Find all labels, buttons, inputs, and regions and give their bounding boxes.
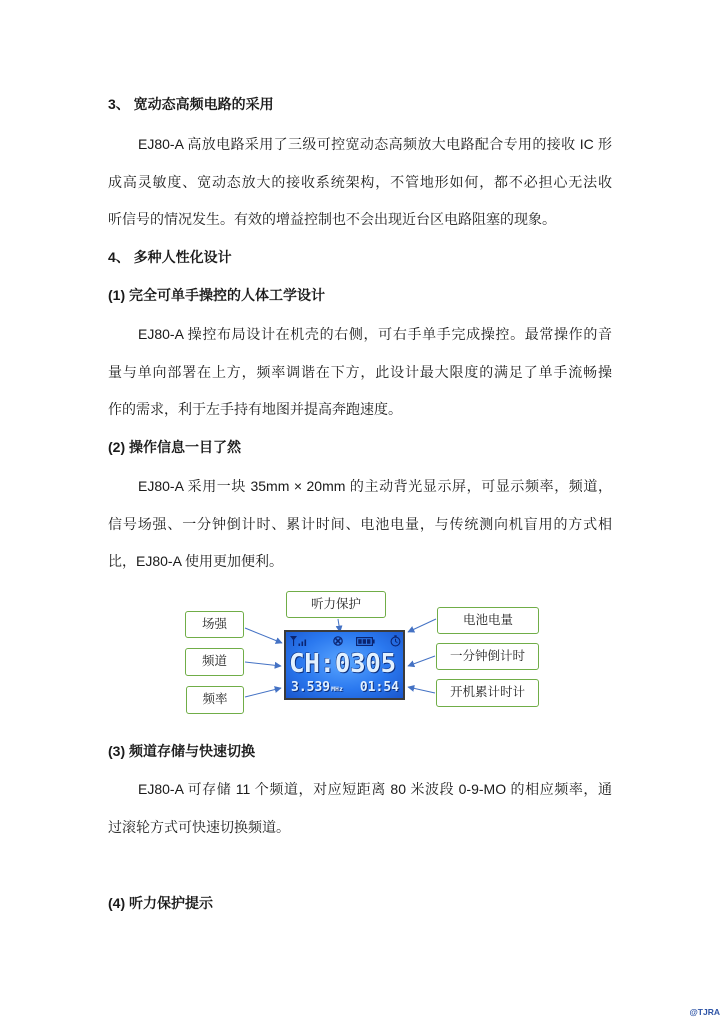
paragraph-line: EJ80-A 高放电路采用了三级可控宽动态高频放大电路配合专用的接收 IC 形 [138, 136, 612, 152]
callout-battery: 电池电量 [437, 607, 539, 634]
lcd-bottom-row [291, 680, 399, 697]
callout-countdown: 一分钟倒计时 [436, 643, 539, 670]
item-4-heading: (4) 听力保护提示 [108, 895, 213, 911]
timer-icon [390, 635, 401, 647]
section-4-heading: 4、 多种人性化设计 [108, 249, 232, 265]
paragraph-line: EJ80-A 采用一块 35mm × 20mm 的主动背光显示屏，可显示频率，频道， [138, 478, 612, 494]
arrow-channel [245, 662, 281, 666]
paragraph-line: 量与单向部署在上方，频率调谐在下方，此设计最大限度的满足了单手流畅操 [108, 363, 612, 380]
paragraph-line: 听信号的情况发生。有效的增益控制也不会出现近台区电路阻塞的现象。 [108, 211, 556, 227]
watermark: @TJRA [689, 1007, 720, 1017]
paragraph-line: 过滚轮方式可快速切换频道。 [108, 818, 290, 835]
lcd-display [284, 630, 405, 700]
paragraph-line: EJ80-A 操控布局设计在机壳的右侧，可右手单手完成操控。最常操作的音 [138, 326, 612, 342]
section-3-paragraph [108, 126, 612, 239]
lcd-frequency-readout: 3.539 [291, 680, 331, 695]
paragraph-line: 成高灵敏度、宽动态放大的接收系统架构，不管地形如何，都不必担心无法收 [108, 173, 612, 190]
arrow-countdown [408, 656, 435, 666]
item-3-heading: (3) 频道存储与快速切换 [108, 743, 255, 759]
lcd-channel-readout: CH:0305 [289, 649, 396, 679]
section-3-heading: 3、 宽动态高频电路的采用 [108, 96, 274, 112]
item-2-heading: (2) 操作信息一目了然 [108, 439, 241, 455]
arrow-signal-strength [245, 628, 282, 643]
arrow-battery [408, 619, 436, 632]
lcd-timer-readout: 01:54 [359, 680, 399, 695]
arrow-runtime [408, 687, 435, 693]
callout-frequency: 频率 [186, 686, 244, 714]
lcd-frequency-unit: MHz [331, 685, 343, 693]
signal-strength-icon [290, 636, 309, 646]
item-2-paragraph [108, 468, 612, 581]
item-1-paragraph [108, 316, 612, 429]
callout-channel: 频道 [185, 648, 244, 676]
paragraph-line: 信号场强、一分钟倒计时、累计时间、电池电量，与传统测向机盲用的方式相 [108, 515, 612, 532]
callout-runtime: 开机累计时计 [436, 679, 539, 707]
callout-signal-strength: 场强 [185, 611, 244, 638]
paragraph-line: 比，EJ80-A 使用更加便利。 [108, 553, 284, 569]
arrow-frequency [245, 688, 281, 697]
item-1-heading: (1) 完全可单手操控的人体工学设计 [108, 287, 325, 303]
lcd-frequency-group [291, 680, 343, 697]
callout-hearing-protection: 听力保护 [286, 591, 386, 618]
battery-icon [356, 637, 375, 646]
paragraph-line: EJ80-A 可存储 11 个频道，对应短距离 80 米波段 0-9-MO 的相应频率，通 [138, 781, 612, 797]
hearing-protection-icon [333, 636, 343, 646]
item-3-paragraph [108, 771, 612, 846]
paragraph-line: 作的需求，利于左手持有地图并提高奔跑速度。 [108, 401, 402, 417]
